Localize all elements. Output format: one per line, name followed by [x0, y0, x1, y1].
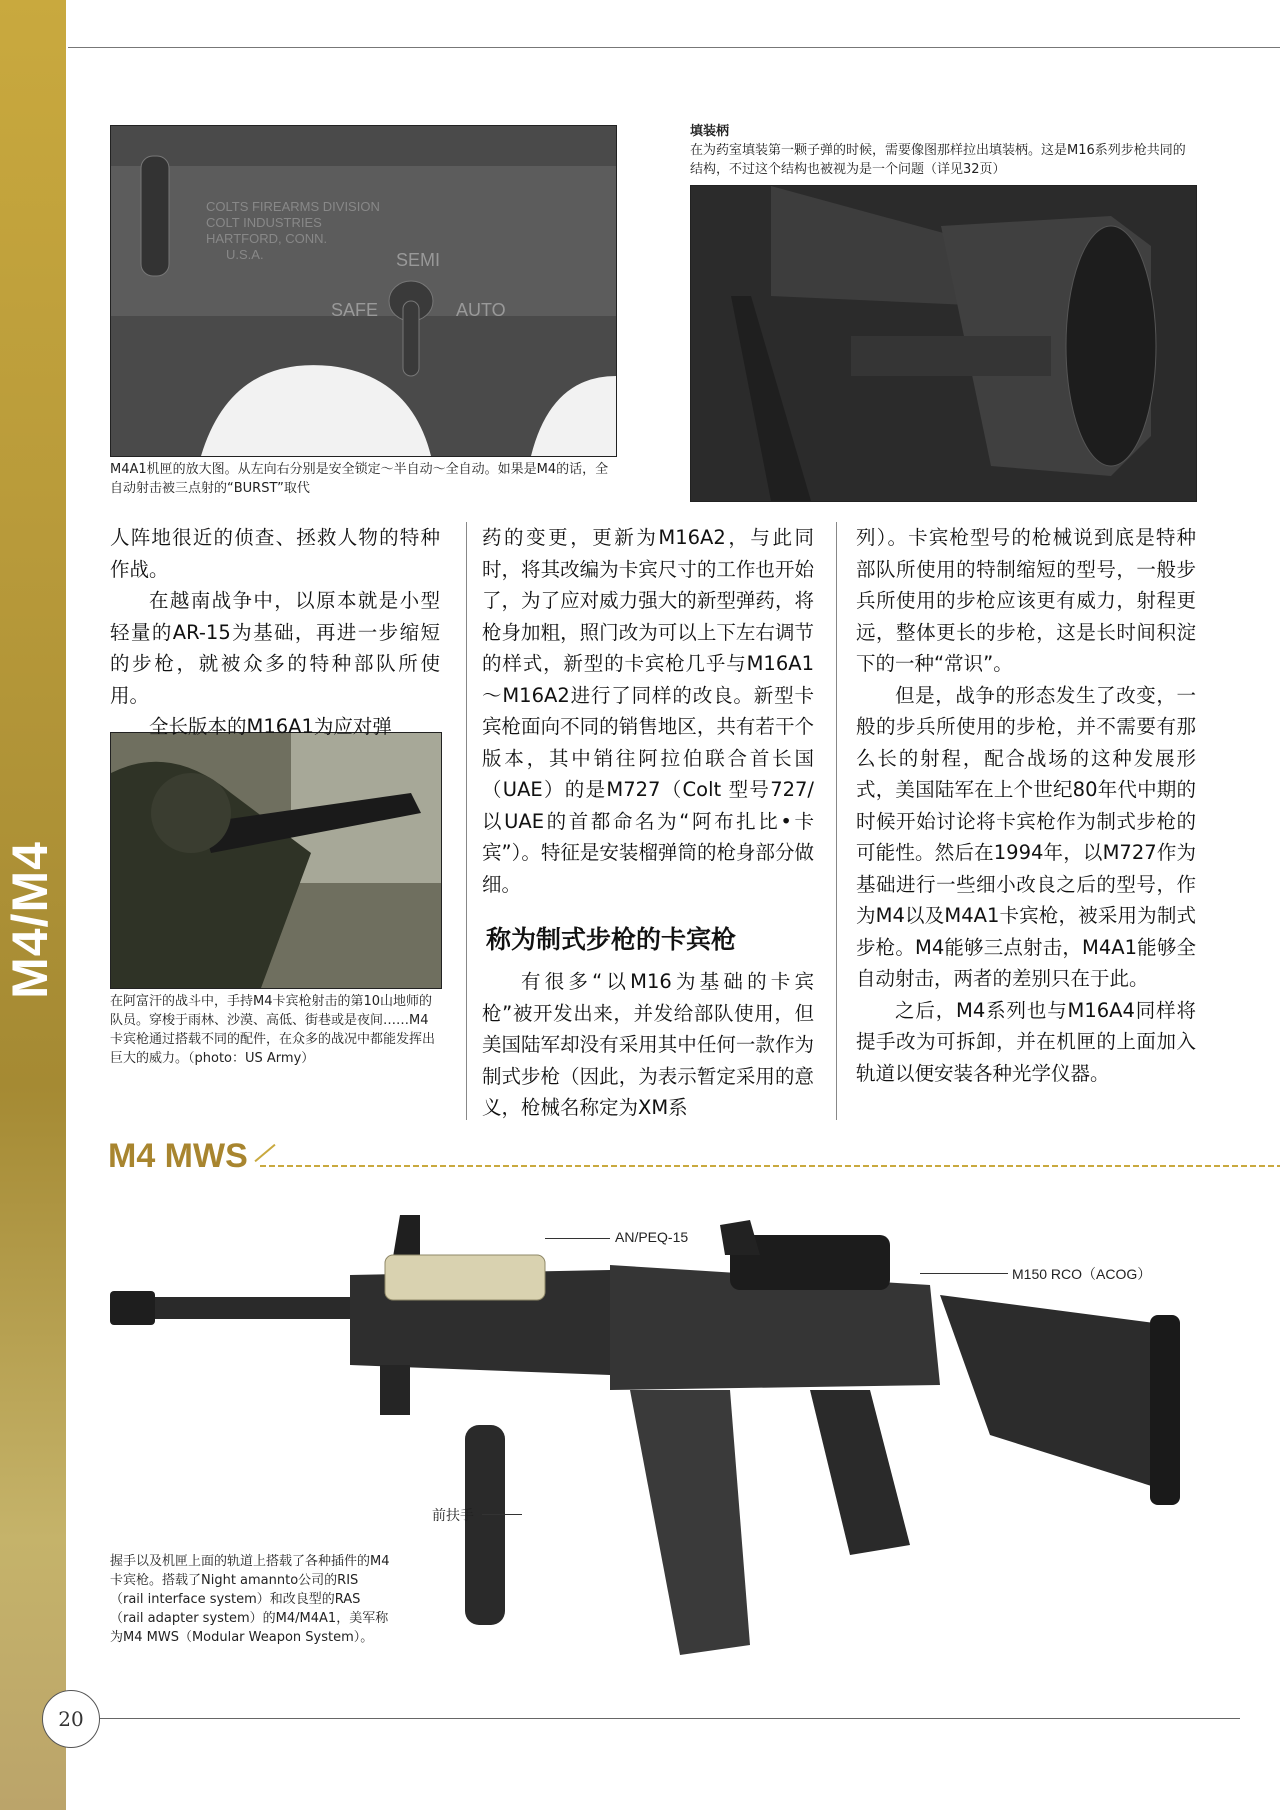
marking-line1: COLTS FIREARMS DIVISION: [206, 199, 380, 214]
receiver-illustration: [111, 126, 616, 456]
marking-line2: COLT INDUSTRIES: [206, 215, 322, 230]
callout-peq: AN/PEQ-15: [615, 1229, 689, 1245]
top-rule: [68, 47, 1280, 48]
callout-acog: M150 RCO（ACOG）: [1012, 1266, 1152, 1282]
col1-paragraph-3: 全长版本的M16A1为应对弹: [149, 715, 392, 738]
section-banner-title: M4 MWS: [108, 1137, 248, 1175]
column-3: [856, 522, 1196, 1089]
col3-paragraph-1: 列）。卡宾枪型号的枪械说到底是特种部队所使用的特制缩短的型号，一般步兵所使用的步枪应该更有威力，射程更远，整体更长的步枪，这是长时间积淀下的一种“常识”。: [856, 526, 1196, 675]
soldier-caption: 在阿富汗的战斗中，手持M4卡宾枪射击的第10山地师的队员。穿梭于雨林、沙漠、高低、街巷或是夜间……M4卡宾枪通过搭载不同的配件，在众多的战况中都能发挥出巨大的威力。（photo：US Army）: [110, 994, 436, 1066]
banner-rule: [260, 1165, 1280, 1167]
receiver-photo: [110, 125, 617, 457]
soldier-illustration: [111, 733, 441, 988]
receiver-caption: M4A1机匣的放大图。从左向右分别是安全锁定～半自动～全自动。如果是M4的话，全自动射击被三点射的“BURST”取代: [110, 462, 609, 496]
sidebar-strip: [0, 0, 66, 1810]
stock-caption-body: 在为药室填装第一颗子弹的时候，需要像图那样拉出填装柄。这是M16系列步枪共同的结构，不过这个结构也被视为是一个问题（详见32页）: [690, 143, 1186, 177]
marking-semi: SEMI: [396, 250, 441, 270]
marking-line3: HARTFORD, CONN.: [206, 231, 328, 246]
rifle-caption: 握手以及机匣上面的轨道上搭载了各种插件的M4卡宾枪。搭载了Night amannto公司的RIS（rail interface system）和改良型的RAS（rail adapter system）的M4/M4A1，美军称为M4 MWS（Modular Weapon System）。: [110, 1554, 390, 1645]
column-2: [482, 522, 814, 900]
stock-caption-title: 填装柄: [690, 124, 730, 139]
stock-photo: [690, 185, 1197, 502]
stock-caption: [690, 122, 1195, 179]
callout-peq-line: [545, 1238, 610, 1239]
col1-paragraph-1: 人阵地很近的侦查、拯救人物的特种作战。: [110, 526, 440, 581]
col2-paragraph-1: 药的变更，更新为M16A2，与此同时，将其改编为卡宾尺寸的工作也开始了，为了应对威力强大的新型弹药，将枪身加粗，照门改为可以上下左右调节的样式，新型的卡宾枪几乎与M16A1～M16A2进行了同样的改良。新型卡宾枪面向不同的销售地区，共有若干个版本，其中销往阿拉伯联合首长国（UAE）的是M727（Colt 型号727/以UAE的首都命名为“阿布扎比•卡宾”）。特征是安装榴弹筒的枪身部分做细。: [482, 526, 814, 896]
column-divider-1: [466, 522, 467, 1120]
column-divider-2: [836, 522, 837, 1120]
marking-auto: AUTO: [456, 300, 506, 320]
column-1: [110, 522, 440, 743]
sidebar-title: M4/M4: [2, 841, 58, 999]
soldier-photo: [110, 732, 442, 989]
callout-grip: 前扶手: [432, 1507, 474, 1523]
col2-paragraph-2: 有很多“以M16为基础的卡宾枪”被开发出来，并发给部队使用，但美国陆军却没有采用其中任何一款作为制式步枪（因此，为表示暂定采用的意义，枪械名称定为XM系: [482, 970, 814, 1119]
col1-paragraph-2: 在越南战争中，以原本就是小型轻量的AR-15为基础，再进一步缩短的步枪，就被众多的特种部队所使用。: [110, 589, 440, 707]
col3-paragraph-3: 之后，M4系列也与M16A4同样将提手改为可拆卸，并在机匣的上面加入轨道以便安装各种光学仪器。: [856, 998, 1196, 1085]
callout-acog-line: [920, 1273, 1008, 1274]
marking-line4: U.S.A.: [226, 247, 264, 262]
page-number: 20: [42, 1690, 100, 1748]
column-2-continued: [482, 966, 814, 1124]
col3-paragraph-2: 但是，战争的形态发生了改变，一般的步兵所使用的步枪，并不需要有那么长的射程，配合战场的这种发展形式，美国陆军在上个世纪80年代中期的时候开始讨论将卡宾枪作为制式步枪的可能性。然后在1994年，以M727作为基础进行一些细小改良之后的型号，作为M4以及M4A1卡宾枪，被采用为制式步枪。M4能够三点射击，M4A1能够全自动射击，两者的差别只在于此。: [856, 683, 1196, 990]
marking-safe: SAFE: [331, 300, 379, 320]
footer-rule: [100, 1718, 1240, 1719]
callout-grip-line: [482, 1514, 522, 1515]
banner-slash: [254, 1144, 275, 1162]
section-heading: 称为制式步枪的卡宾枪: [486, 925, 737, 954]
stock-illustration: [691, 186, 1196, 501]
